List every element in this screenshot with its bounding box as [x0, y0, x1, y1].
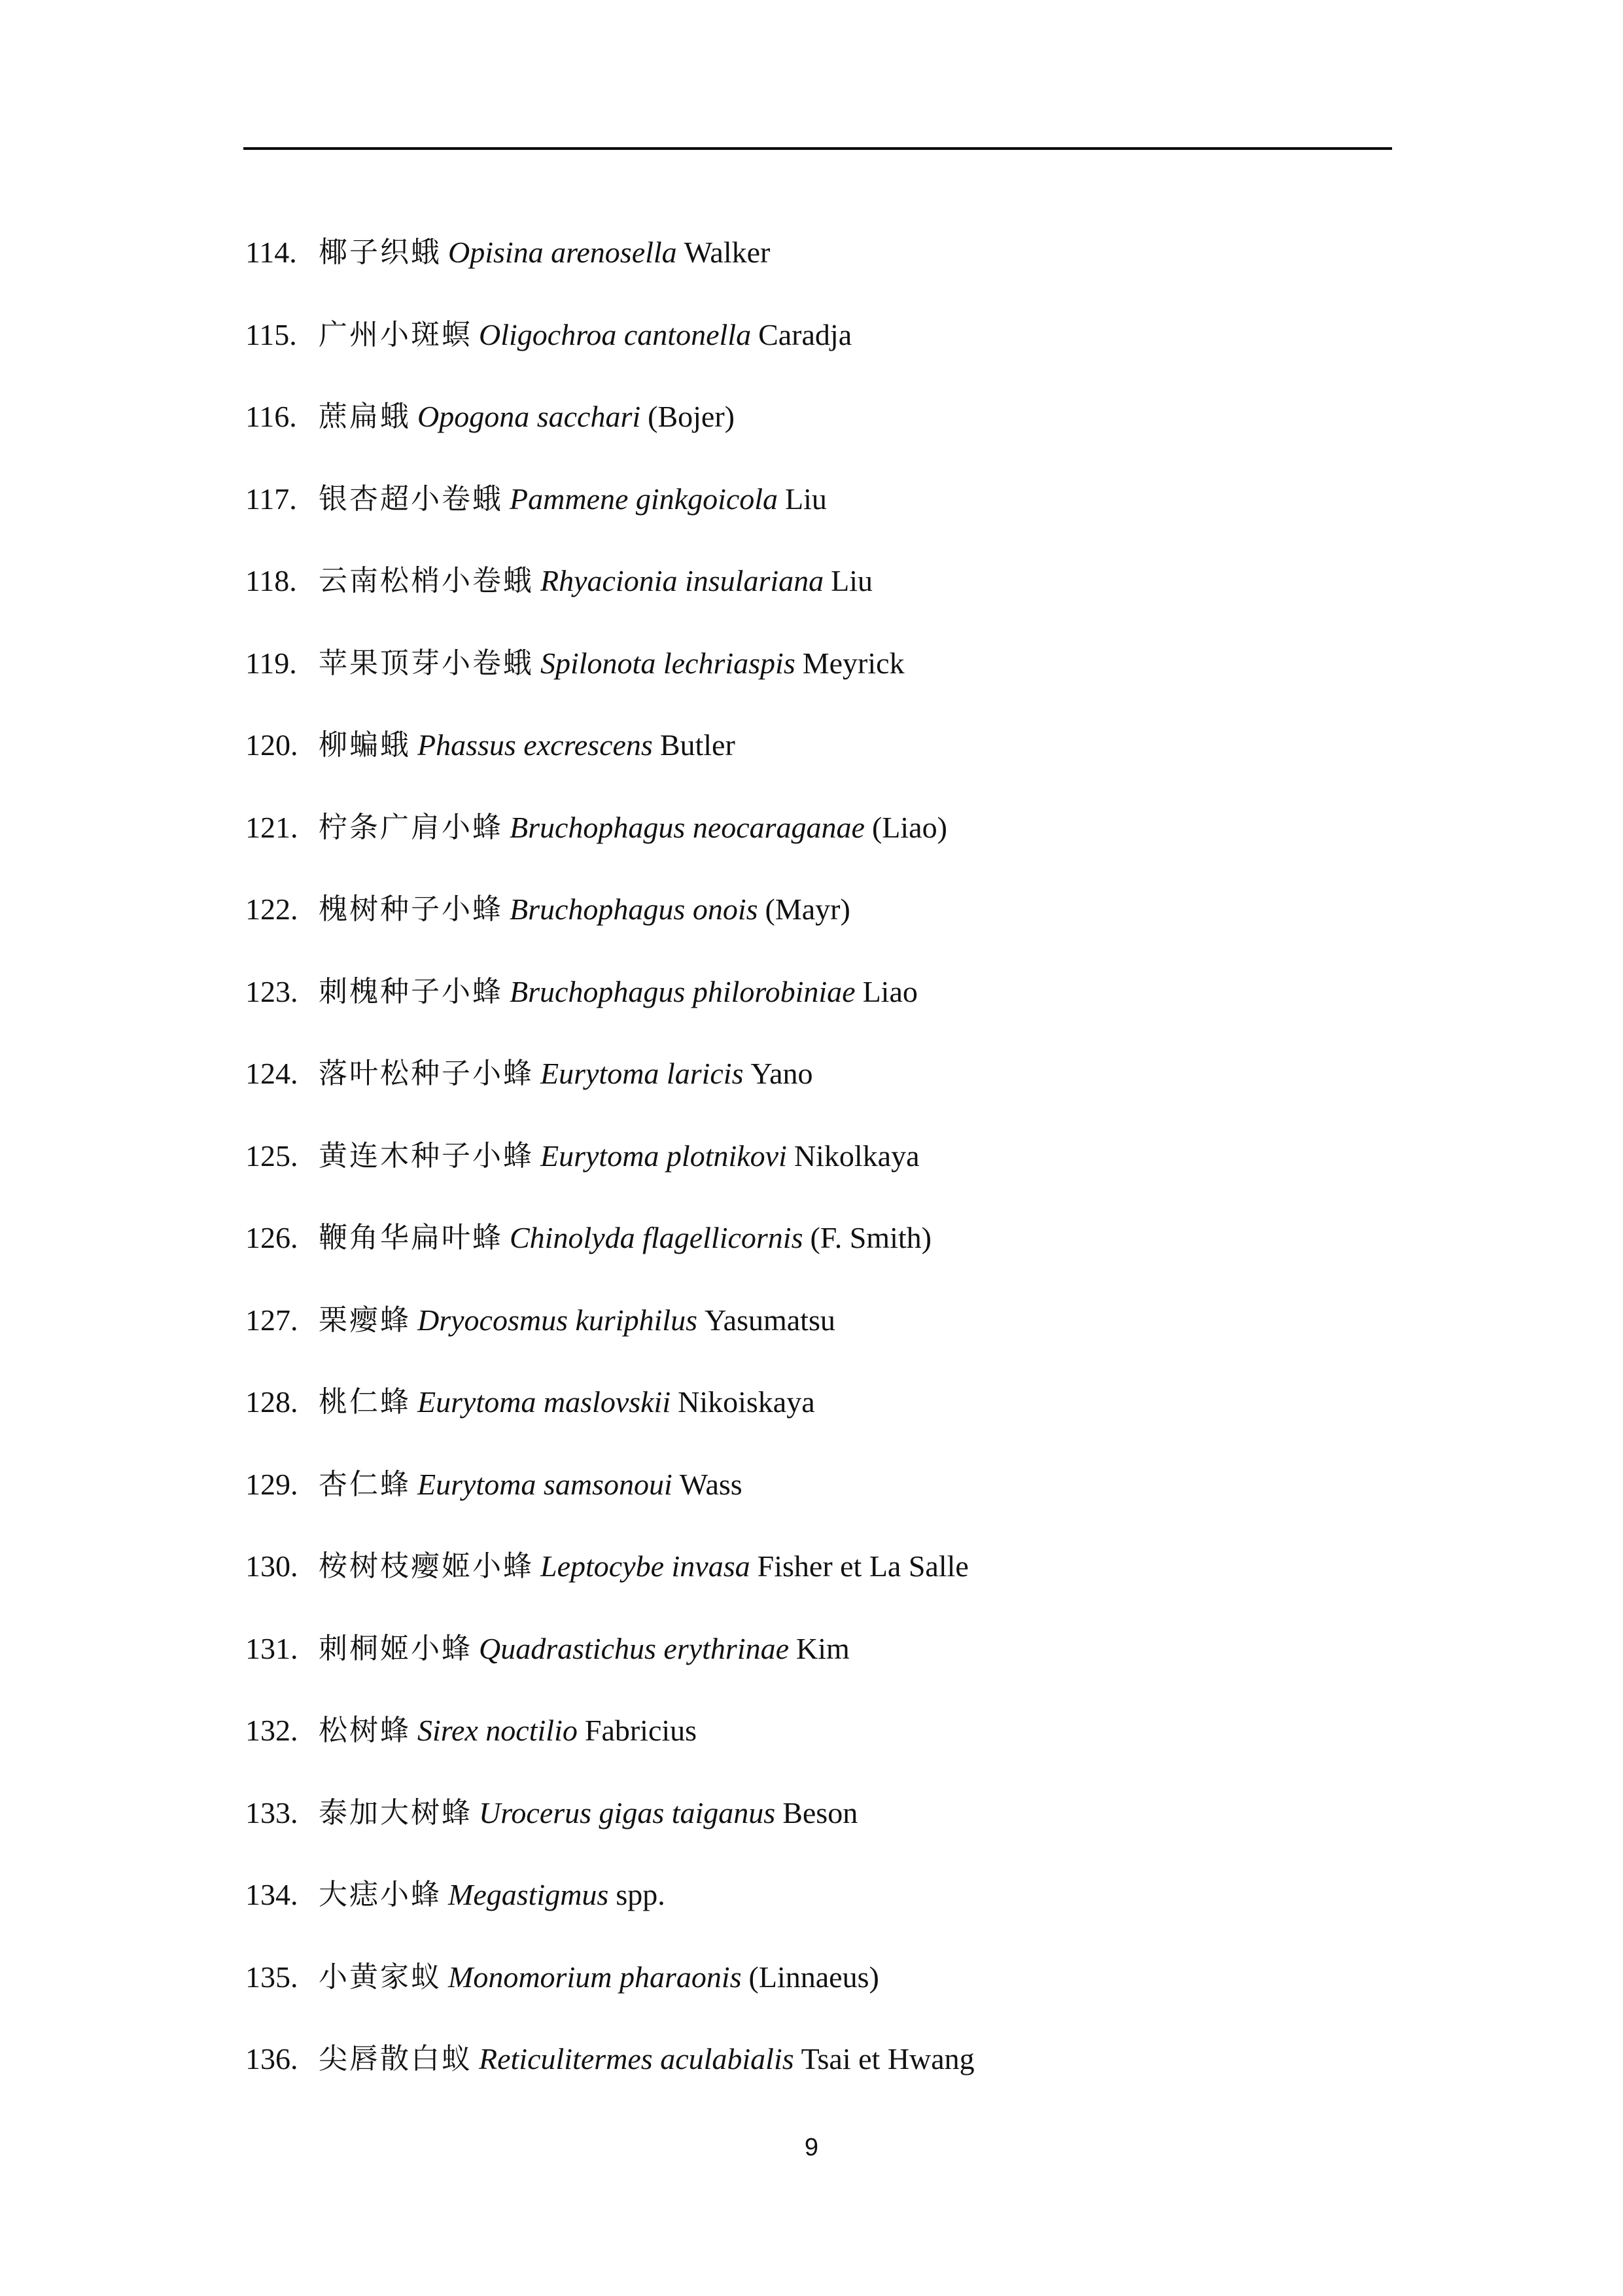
author-name: Kim	[796, 1631, 850, 1665]
list-item	[245, 722, 1390, 804]
list-item	[245, 1790, 1390, 1872]
scientific-name: Dryocosmus kuriphilus	[417, 1303, 698, 1337]
page-number: 9	[804, 2134, 819, 2161]
scientific-name: Reticulitermes aculabialis	[479, 2042, 794, 2075]
chinese-name: 杏仁蜂	[319, 1467, 411, 1501]
list-item	[245, 393, 1390, 476]
author-name: Nikolkaya	[794, 1139, 920, 1173]
scientific-name: Bruchophagus onois	[510, 892, 758, 926]
list-item	[245, 886, 1390, 968]
entry-number: 121.	[245, 810, 298, 844]
entry-number: 114.	[245, 236, 297, 269]
list-item	[245, 1214, 1390, 1297]
entry-number: 126.	[245, 1221, 298, 1254]
chinese-name: 刺桐姬小蜂	[319, 1631, 472, 1665]
entry-number: 115.	[245, 317, 297, 351]
chinese-name: 落叶松种子小蜂	[319, 1057, 534, 1090]
list-item	[245, 1954, 1390, 2036]
author-name: Caradja	[758, 317, 852, 351]
list-item	[245, 1379, 1390, 1461]
chinese-name: 鞭角华扁叶蜂	[319, 1221, 503, 1254]
chinese-name: 柳蝙蛾	[319, 728, 411, 762]
chinese-name: 苹果顶芽小卷蛾	[319, 646, 534, 680]
scientific-name: Eurytoma laricis	[540, 1057, 744, 1090]
author-name: Yasumatsu	[705, 1303, 835, 1337]
list-item	[245, 311, 1390, 394]
entry-number: 132.	[245, 1714, 298, 1747]
chinese-name: 小黄家蚁	[319, 1960, 442, 1994]
list-item	[245, 229, 1390, 311]
scientific-name: Rhyacionia insulariana	[540, 564, 824, 597]
author-name: (Liao)	[871, 810, 947, 844]
chinese-name: 蔗扁蛾	[319, 400, 411, 433]
author-name: Fisher et La Salle	[757, 1549, 969, 1583]
chinese-name: 桉树枝瘿姬小蜂	[319, 1549, 534, 1583]
chinese-name: 大痣小蜂	[319, 1878, 442, 1911]
author-name: Liu	[785, 482, 827, 516]
chinese-name: 槐树种子小蜂	[319, 892, 503, 926]
chinese-name: 栗瘿蜂	[319, 1303, 411, 1337]
author-name: Liu	[831, 564, 873, 597]
chinese-name: 尖唇散白蚁	[319, 2042, 472, 2075]
chinese-name: 云南松梢小卷蛾	[319, 564, 534, 597]
scientific-name: Bruchophagus philorobiniae	[510, 974, 856, 1008]
entry-number: 124.	[245, 1057, 298, 1090]
list-item	[245, 2036, 1390, 2118]
list-item	[245, 1625, 1390, 1708]
scientific-name: Phassus excrescens	[417, 728, 653, 762]
entry-number: 118.	[245, 564, 297, 597]
list-item	[245, 1461, 1390, 1544]
entry-number: 134.	[245, 1878, 298, 1911]
header-rule	[243, 147, 1392, 150]
list-item	[245, 1297, 1390, 1379]
list-item	[245, 968, 1390, 1051]
entry-number: 136.	[245, 2042, 298, 2075]
author-name: spp.	[616, 1878, 665, 1911]
entry-number: 131.	[245, 1631, 298, 1665]
scientific-name: Oligochroa cantonella	[479, 317, 752, 351]
species-list	[245, 229, 1390, 2118]
entry-number: 129.	[245, 1467, 298, 1501]
scientific-name: Spilonota lechriaspis	[540, 646, 795, 680]
entry-number: 119.	[245, 646, 297, 680]
scientific-name: Megastigmus	[448, 1878, 609, 1911]
scientific-name: Urocerus gigas taiganus	[479, 1795, 776, 1829]
author-name: Tsai et Hwang	[801, 2042, 975, 2075]
author-name: (Linnaeus)	[748, 1960, 879, 1994]
author-name: Liao	[862, 974, 918, 1008]
chinese-name: 椰子织蛾	[319, 236, 442, 269]
chinese-name: 银杏超小卷蛾	[319, 482, 503, 516]
entry-number: 122.	[245, 892, 298, 926]
list-item	[245, 1871, 1390, 1954]
scientific-name: Opogona sacchari	[417, 400, 641, 433]
author-name: (Bojer)	[648, 400, 735, 433]
scientific-name: Opisina arenosella	[448, 236, 677, 269]
list-item	[245, 476, 1390, 558]
entry-number: 125.	[245, 1139, 298, 1173]
entry-number: 127.	[245, 1303, 298, 1337]
entry-number: 120.	[245, 728, 298, 762]
entry-number: 133.	[245, 1795, 298, 1829]
entry-number: 123.	[245, 974, 298, 1008]
scientific-name: Pammene ginkgoicola	[510, 482, 778, 516]
author-name: Yano	[750, 1057, 813, 1090]
entry-number: 128.	[245, 1385, 298, 1419]
list-item	[245, 1050, 1390, 1133]
entry-number: 116.	[245, 400, 297, 433]
scientific-name: Monomorium pharaonis	[448, 1960, 742, 1994]
chinese-name: 松树蜂	[319, 1714, 411, 1747]
scientific-name: Chinolyda flagellicornis	[510, 1221, 803, 1254]
scientific-name: Sirex noctilio	[417, 1714, 578, 1747]
author-name: Nikoiskaya	[678, 1385, 815, 1419]
author-name: Beson	[782, 1795, 858, 1829]
chinese-name: 黄连木种子小蜂	[319, 1139, 534, 1173]
author-name: (F. Smith)	[810, 1221, 932, 1254]
entry-number: 117.	[245, 482, 297, 516]
scientific-name: Leptocybe invasa	[540, 1549, 750, 1583]
author-name: Walker	[684, 236, 771, 269]
scientific-name: Eurytoma plotnikovi	[540, 1139, 787, 1173]
author-name: (Mayr)	[765, 892, 850, 926]
list-item	[245, 1707, 1390, 1790]
entry-number: 135.	[245, 1960, 298, 1994]
scientific-name: Eurytoma samsonoui	[417, 1467, 672, 1501]
list-item	[245, 804, 1390, 887]
author-name: Fabricius	[584, 1714, 697, 1747]
scientific-name: Eurytoma maslovskii	[417, 1385, 671, 1419]
scientific-name: Bruchophagus neocaraganae	[510, 810, 865, 844]
author-name: Butler	[659, 728, 735, 762]
list-item	[245, 1543, 1390, 1625]
chinese-name: 泰加大树蜂	[319, 1795, 472, 1829]
author-name: Meyrick	[802, 646, 905, 680]
list-item	[245, 640, 1390, 722]
chinese-name: 刺槐种子小蜂	[319, 974, 503, 1008]
chinese-name: 柠条广肩小蜂	[319, 810, 503, 844]
scientific-name: Quadrastichus erythrinae	[479, 1631, 790, 1665]
author-name: Wass	[679, 1467, 742, 1501]
entry-number: 130.	[245, 1549, 298, 1583]
chinese-name: 广州小斑螟	[319, 317, 472, 351]
chinese-name: 桃仁蜂	[319, 1385, 411, 1419]
list-item	[245, 1133, 1390, 1215]
list-item	[245, 557, 1390, 640]
